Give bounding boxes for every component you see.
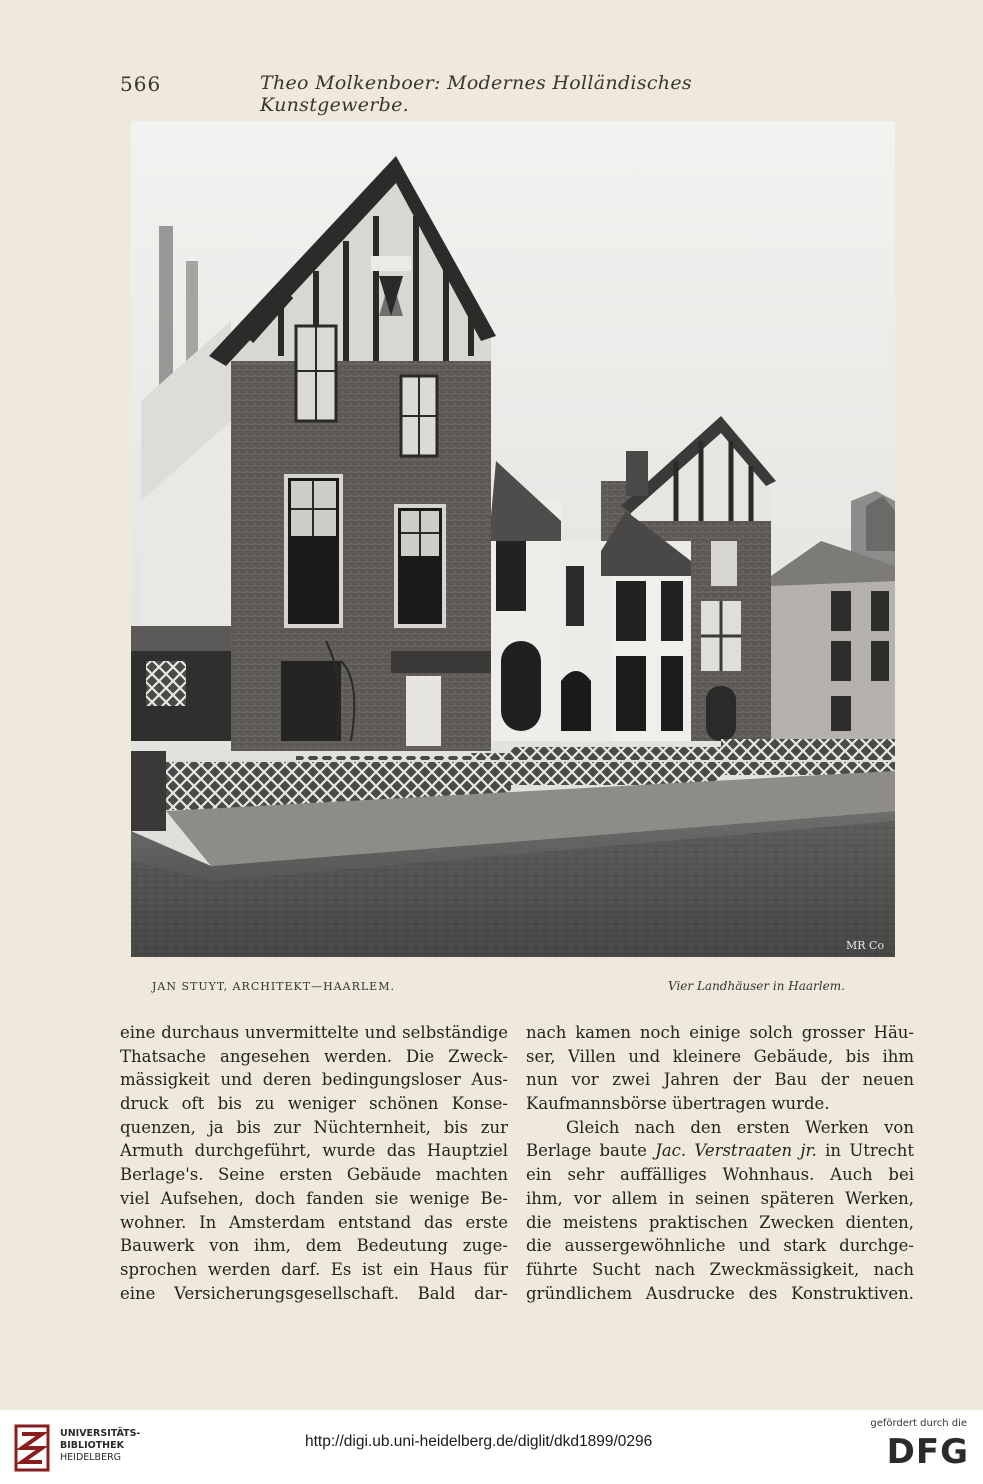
text-line: ihm, vor allem in seinen späteren Werken,: [526, 1188, 914, 1208]
running-head: [120, 72, 780, 116]
library-name-line: HEIDELBERG: [60, 1452, 122, 1463]
funding-note: gefördert durch die: [870, 1418, 967, 1429]
caption-title: Vier Landhäuser in Haarlem.: [668, 979, 845, 993]
library-emblem-icon: [12, 1424, 52, 1472]
text-line: nun vor zwei Jahren der Bau der neuen: [526, 1070, 914, 1090]
text-line: die aussergewöhnliche und stark durchge-: [526, 1236, 914, 1256]
text-line: gründlichem Ausdrucke des Konstruktiven.: [526, 1283, 914, 1303]
text-line: eine durchaus unvermittelte und selbständige: [120, 1023, 508, 1042]
text-line-with-name: [526, 1139, 914, 1163]
text-fragment: Berlage baute: [526, 1141, 647, 1161]
text-line: Berlage's. Seine ersten Gebäude machten: [120, 1165, 508, 1185]
library-logo[interactable]: [12, 1422, 141, 1474]
library-name: [60, 1428, 140, 1464]
text-line: Gleich nach den ersten Werken von: [566, 1117, 914, 1137]
text-line: viel Aufsehen, doch fanden sie wenige Be-: [120, 1188, 508, 1208]
text-column-left: [120, 1021, 508, 1305]
text-line: druck oft bis zu weniger schönen Konse-: [120, 1094, 508, 1114]
digitization-footer: [0, 1410, 983, 1484]
text-line: ein sehr auffälliges Wohnhaus. Auch bei: [526, 1165, 914, 1185]
library-name-line: UNIVERSITÄTS-: [60, 1428, 141, 1439]
text-line: führte Sucht nach Zweckmässigkeit, nach: [526, 1259, 914, 1279]
caption-architect: JAN STUYT, ARCHITEKT—HAARLEM.: [152, 980, 395, 993]
text-line: nach kamen noch einige solch grosser Häu-: [526, 1023, 914, 1042]
text-line: mässigkeit und deren bedingungsloser Aus-: [120, 1070, 508, 1090]
page-number: 566: [120, 72, 162, 96]
photo-plate-four-country-houses: [131, 121, 895, 957]
text-line: wohner. In Amsterdam entstand das erste: [120, 1212, 508, 1232]
architect-name: Jac. Verstraaten jr.: [655, 1141, 817, 1161]
text-line: eine Versicherungsgesellschaft. Bald dar-: [120, 1283, 508, 1303]
dfg-logo[interactable]: DFG: [886, 1432, 969, 1472]
third-house: [551, 511, 691, 741]
running-title: Theo Molkenboer: Modernes Holländisches Kunstgewerbe.: [260, 72, 692, 116]
text-line: quenzen, ja bis zur Nüchternheit, bis zur: [120, 1117, 508, 1137]
engraver-mark: MR Co: [846, 939, 885, 952]
text-line: Bauwerk von ihm, dem Bedeutung zuge-: [120, 1236, 508, 1256]
text-line: Armuth durchgeführt, wurde das Hauptziel: [120, 1141, 508, 1161]
text-line: Thatsache angesehen werden. Die Zweck-: [120, 1046, 508, 1066]
text-fragment: in Utrecht: [825, 1141, 914, 1161]
text-column-right: [526, 1021, 914, 1305]
house-illustration: [131, 121, 895, 957]
text-line: ser, Villen und kleinere Gebäude, bis ihm: [526, 1046, 914, 1066]
text-line: die meistens praktischen Zwecken dienten,: [526, 1212, 914, 1232]
library-name-line: BIBLIOTHEK: [60, 1440, 124, 1451]
text-line: Kaufmannsbörse übertragen wurde.: [526, 1094, 830, 1114]
text-line: sprochen werden darf. Es ist ein Haus für: [120, 1259, 508, 1279]
permalink-url[interactable]: http://digi.ub.uni-heidelberg.de/diglit/dkd1899/0296: [305, 1433, 653, 1450]
